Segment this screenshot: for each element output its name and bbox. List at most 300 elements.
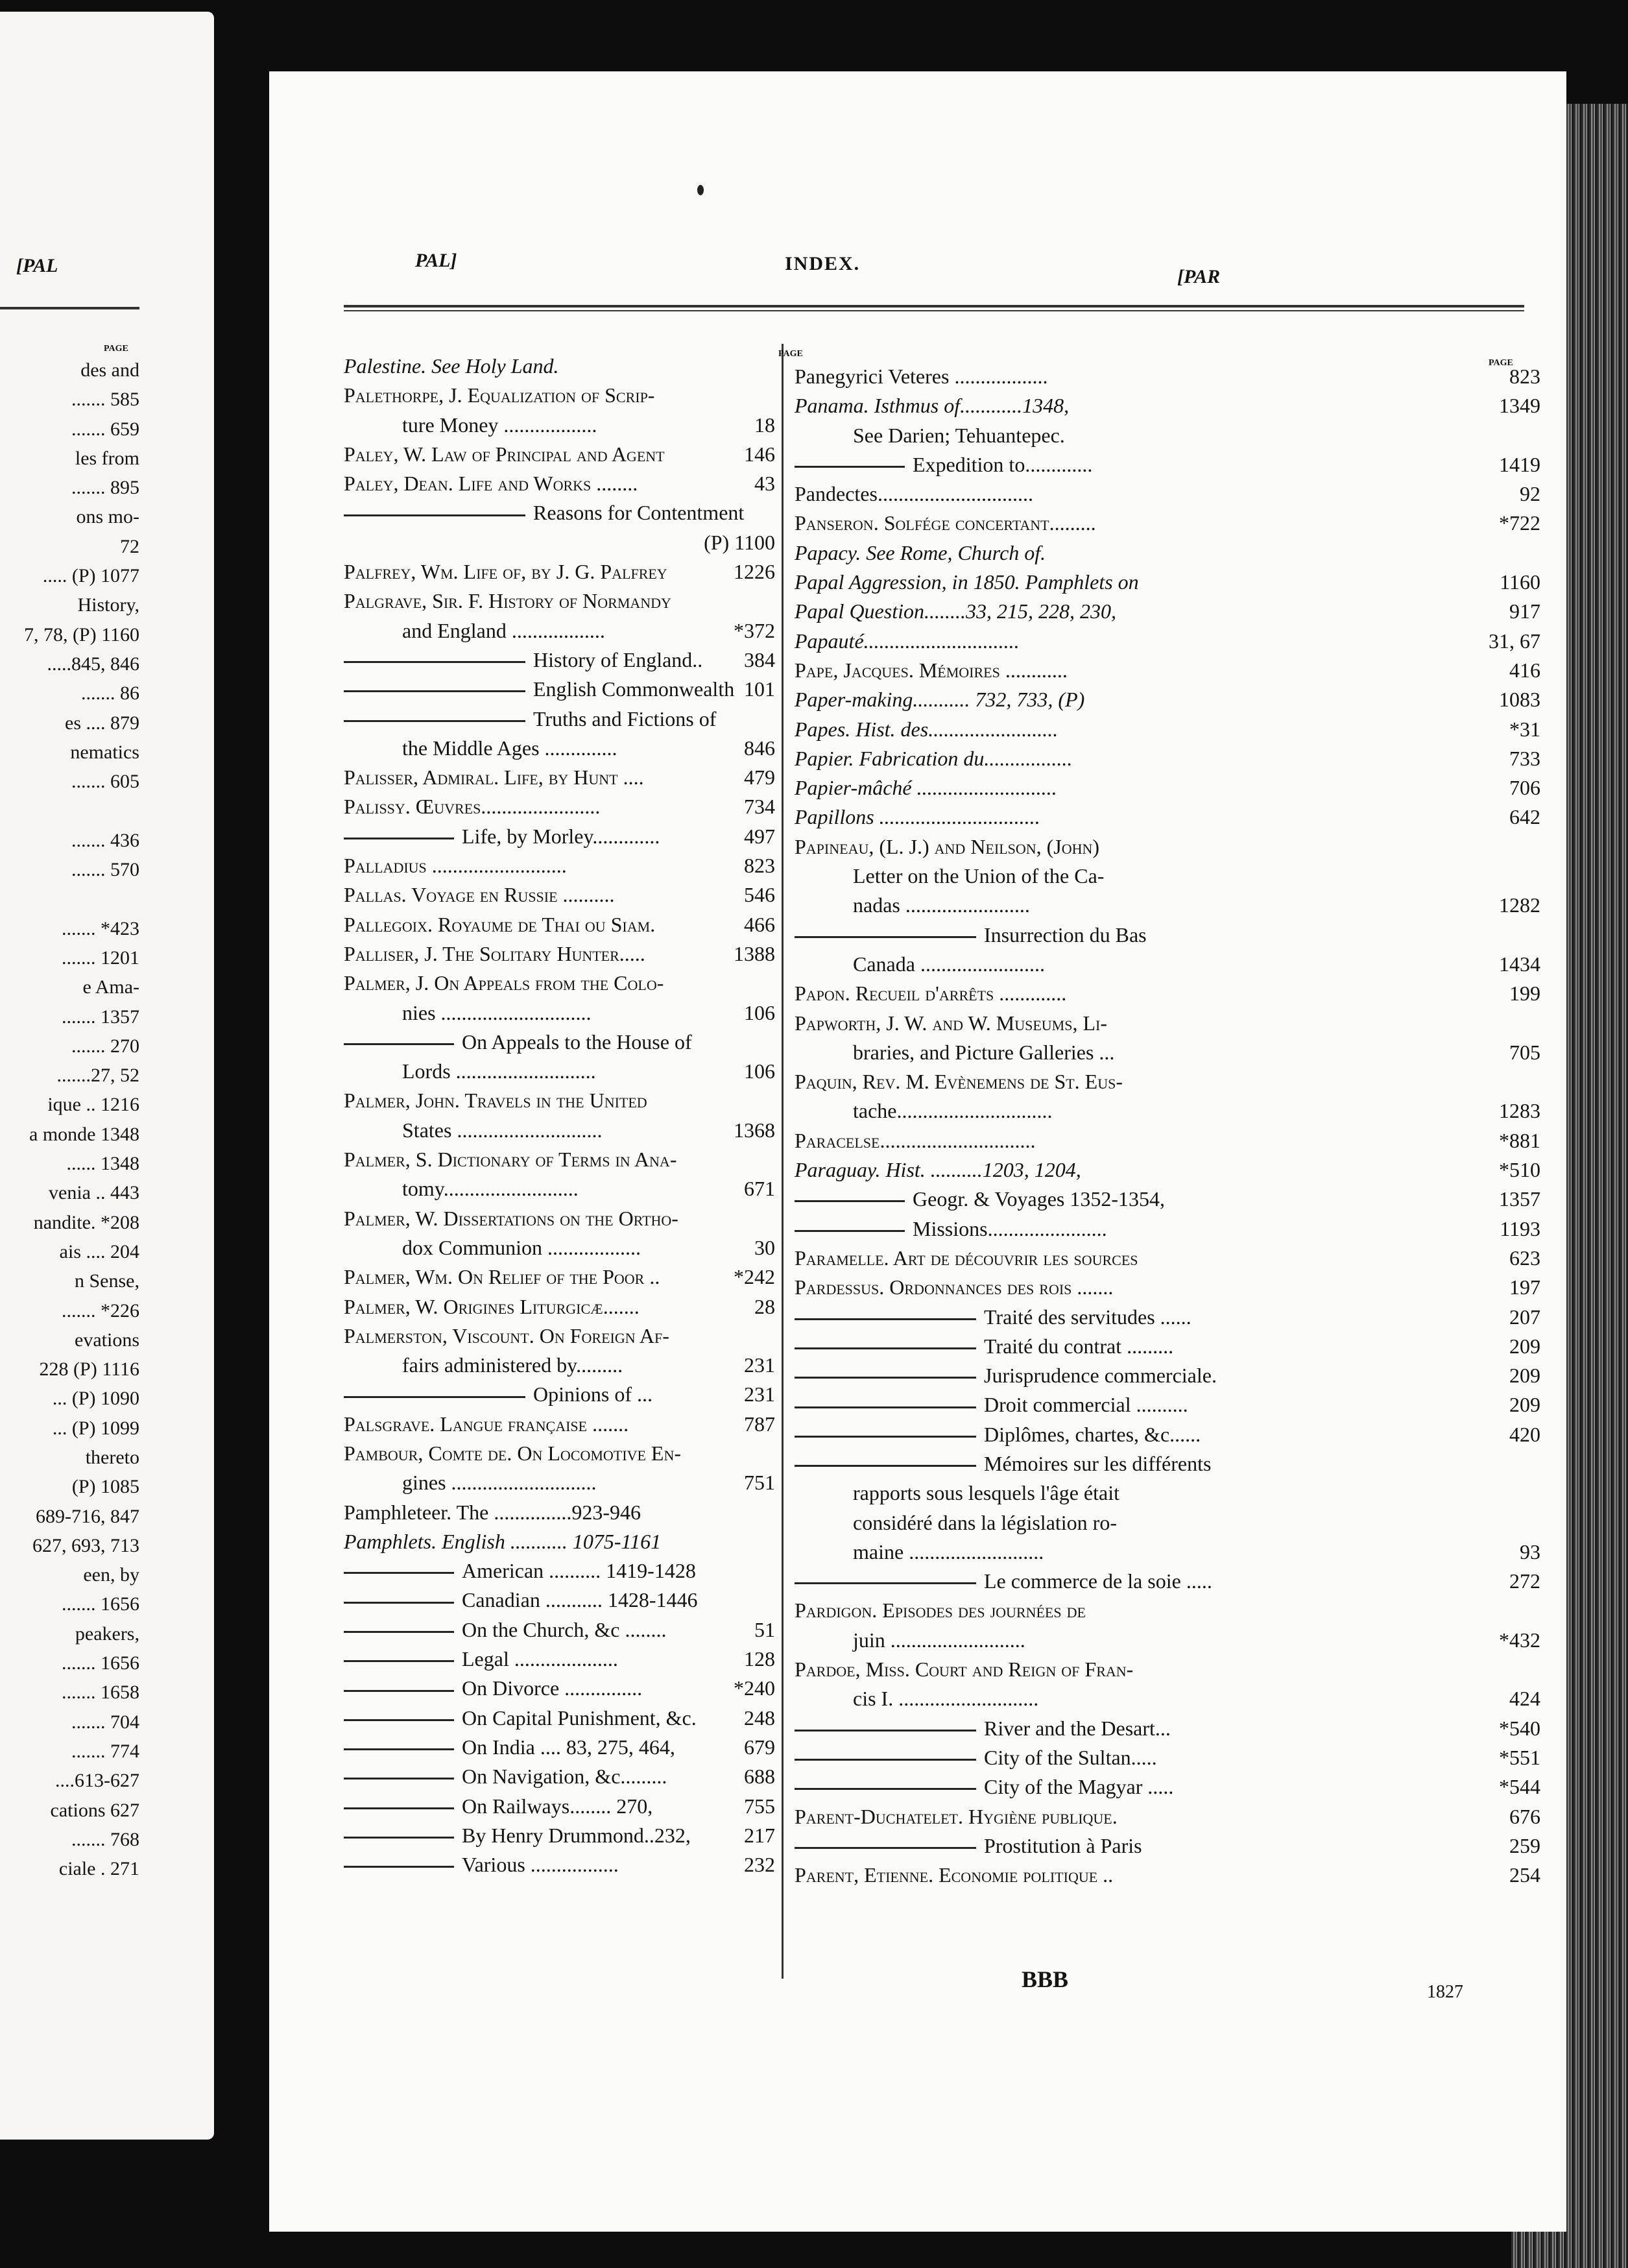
entry-text: and England ..................	[402, 618, 605, 642]
left-page-rule	[0, 307, 139, 309]
index-entry	[344, 851, 775, 880]
ditto-rule	[344, 1660, 454, 1662]
index-entry	[795, 568, 1540, 597]
entry-page: 209	[1509, 1334, 1540, 1358]
entry-text: Legal ....................	[462, 1647, 618, 1671]
index-entry	[795, 1096, 1540, 1126]
entry-text: Various .................	[462, 1853, 619, 1877]
index-entry	[344, 998, 775, 1028]
ditto-rule	[344, 1572, 454, 1574]
ditto-rule	[344, 1602, 454, 1604]
entry-text: fairs administered by.........	[402, 1353, 623, 1377]
index-entry	[795, 921, 1540, 950]
entry-text: Pardoe, Miss. Court and Reign of Fran-	[795, 1658, 1134, 1682]
index-entry	[344, 1380, 775, 1409]
left-page-line: (P) 1085	[71, 1476, 139, 1498]
index-entry	[795, 685, 1540, 714]
header-rule-top	[344, 305, 1524, 308]
ditto-rule	[795, 1759, 976, 1761]
entry-page: 254	[1509, 1863, 1540, 1887]
index-entry	[795, 450, 1540, 479]
entry-page: 30	[754, 1235, 775, 1259]
index-entry	[795, 862, 1540, 891]
entry-text: Paley, Dean. Life and Works ........	[344, 472, 638, 496]
entry-page: 1282	[1499, 893, 1540, 917]
left-page-line: ....... 436	[71, 829, 139, 851]
index-entry	[795, 1655, 1540, 1684]
index-entry	[344, 939, 775, 969]
entry-page: 676	[1509, 1804, 1540, 1828]
left-column-page-label: PAGE	[778, 349, 803, 359]
header-left: PAL]	[415, 250, 457, 271]
entry-text: See Darien; Tehuantepec.	[853, 423, 1065, 447]
index-entry	[344, 910, 775, 939]
entry-page: 259	[1509, 1833, 1540, 1857]
index-entry	[344, 1468, 775, 1497]
left-page-line: peakers,	[75, 1623, 139, 1645]
entry-text: City of the Sultan.....	[984, 1745, 1157, 1769]
entry-text: Canadian ........... 1428-1446	[462, 1588, 698, 1612]
left-page-line: a monde 1348	[29, 1123, 139, 1145]
left-page-line	[0, 796, 139, 825]
left-page-line: ....... 570	[71, 859, 139, 881]
ditto-rule	[795, 1436, 976, 1438]
entry-text: Palmer, John. Travels in the United	[344, 1089, 647, 1113]
index-entry	[795, 1684, 1540, 1713]
index-entry	[344, 1821, 775, 1850]
entry-page: *31	[1509, 717, 1540, 741]
ditto-rule	[344, 690, 525, 692]
entry-text: nadas ........................	[853, 893, 1030, 917]
ditto-rule	[344, 514, 525, 516]
index-page	[269, 71, 1566, 2232]
entry-page: 787	[744, 1412, 775, 1436]
index-entry	[344, 1439, 775, 1468]
index-entry	[795, 1831, 1540, 1861]
header-rule-bottom	[344, 310, 1524, 311]
entry-text: juin ..........................	[853, 1628, 1025, 1652]
index-entry	[795, 1155, 1540, 1185]
index-entry	[344, 969, 775, 998]
ditto-rule	[795, 1465, 976, 1467]
entry-text: Panseron. Solfége concertant.........	[795, 511, 1096, 535]
left-page-line: 7, 78, (P) 1160	[23, 623, 139, 645]
entry-text: cis I. ...........................	[853, 1687, 1039, 1711]
entry-page: *551	[1499, 1745, 1540, 1769]
entry-text: Truths and Fictions of	[533, 706, 717, 730]
entry-text: Palissy. Œuvres.......................	[344, 795, 601, 819]
index-entry	[344, 586, 775, 616]
entry-text: English Commonwealth	[533, 677, 735, 701]
entry-page: 679	[744, 1735, 775, 1759]
left-page-line: History,	[77, 594, 139, 616]
index-entry	[344, 381, 775, 410]
entry-text: Missions.......................	[913, 1216, 1107, 1240]
left-page-line: ... (P) 1090	[52, 1388, 139, 1410]
left-page-fragment	[0, 12, 214, 2140]
index-entry	[344, 1850, 775, 1879]
left-page-line: ....... 585	[71, 389, 139, 411]
entry-page: 734	[744, 795, 775, 819]
left-page-line: ....... 1658	[62, 1682, 139, 1704]
ditto-rule	[795, 1788, 976, 1790]
index-entry	[344, 763, 775, 792]
entry-page: 93	[1520, 1539, 1540, 1563]
entry-text: States ............................	[402, 1118, 603, 1142]
entry-text: Jurisprudence commerciale.	[984, 1364, 1217, 1388]
entry-page: *432	[1499, 1628, 1540, 1652]
left-page-line: ais .... 204	[59, 1240, 139, 1262]
ditto-rule	[344, 720, 525, 722]
entry-page: 18	[754, 413, 775, 437]
entry-text: Palethorpe, J. Equalization of Scrip-	[344, 383, 655, 407]
entry-text: nies .............................	[402, 1000, 592, 1024]
index-entry	[795, 1861, 1540, 1890]
entry-page: 209	[1509, 1364, 1540, 1388]
index-entry	[344, 1145, 775, 1174]
left-page-line: thereto	[85, 1446, 139, 1468]
entry-text: Papacy. See Rome, Church of.	[795, 540, 1046, 564]
index-entry	[795, 1009, 1540, 1038]
entry-text: Palmer, W. Origines Liturgicæ.......	[344, 1294, 640, 1318]
ditto-rule	[344, 1690, 454, 1692]
entry-text: Palmer, W. Dissertations on the Ortho-	[344, 1206, 678, 1230]
index-entry	[795, 1743, 1540, 1772]
entry-text: Palmer, S. Dictionary of Terms in Ana-	[344, 1148, 677, 1172]
entry-page: 1357	[1499, 1187, 1540, 1211]
ditto-rule	[344, 1043, 454, 1045]
index-entry	[795, 773, 1540, 802]
entry-page: 1388	[734, 941, 775, 965]
entry-page: 28	[754, 1294, 775, 1318]
index-entry	[344, 1321, 775, 1351]
entry-page: 420	[1509, 1422, 1540, 1446]
header-center: INDEX.	[785, 253, 861, 274]
index-entry	[795, 1185, 1540, 1214]
entry-text: Palmerston, Viscount. On Foreign Af-	[344, 1323, 669, 1347]
entry-text: Papon. Recueil d'arrêts .............	[795, 982, 1067, 1006]
index-entry	[795, 1244, 1540, 1273]
entry-text: Papier-mâché ...........................	[795, 776, 1057, 800]
left-page-line: ....... *423	[62, 917, 139, 939]
left-page-line: ....... 895	[71, 477, 139, 499]
ditto-rule	[344, 838, 454, 839]
index-entry	[795, 1626, 1540, 1655]
left-page-line: nematics	[70, 741, 139, 763]
index-entry	[795, 656, 1540, 685]
entry-text: Papal Question........33, 215, 228, 230,	[795, 599, 1116, 623]
right-column-page-label: PAGE	[1489, 358, 1513, 368]
entry-page: *722	[1499, 511, 1540, 535]
entry-page: *372	[734, 618, 775, 642]
left-page-line: n Sense,	[75, 1270, 139, 1292]
entry-text: the Middle Ages ..............	[402, 736, 617, 760]
left-page-line: ... (P) 1099	[52, 1417, 139, 1439]
left-page-line: 627, 693, 713	[32, 1534, 139, 1556]
entry-text: Paquin, Rev. M. Evènemens de St. Eus-	[795, 1070, 1123, 1094]
entry-text: tache..............................	[853, 1099, 1053, 1123]
index-entry	[344, 1615, 775, 1645]
index-entry	[344, 1762, 775, 1791]
entry-text: Panama. Isthmus of............1348,	[795, 394, 1070, 418]
entry-text: Parent, Etienne. Economie politique ..	[795, 1863, 1114, 1887]
signature-mark: BBB	[1022, 1966, 1069, 1992]
ditto-rule	[344, 1396, 525, 1398]
entry-text: Palsgrave. Langue française .......	[344, 1412, 629, 1436]
entry-page: 751	[744, 1471, 775, 1495]
entry-page: 1193	[1500, 1216, 1540, 1240]
index-entry	[795, 1714, 1540, 1743]
ditto-rule	[344, 1631, 454, 1633]
entry-page: *240	[734, 1676, 775, 1700]
index-entry	[344, 1262, 775, 1292]
entry-page: 733	[1509, 746, 1540, 770]
index-entry	[795, 1478, 1540, 1508]
left-page-line: ....... *226	[62, 1299, 139, 1321]
page-number: 1827	[1427, 1982, 1463, 2002]
left-page-line: ...... 1348	[66, 1153, 139, 1175]
entry-text: History of England..	[533, 647, 703, 671]
index-entry	[344, 1086, 775, 1115]
entry-page: 466	[744, 912, 775, 936]
entry-text: Palgrave, Sir. F. History of Normandy	[344, 589, 671, 613]
entry-text: Le commerce de la soie .....	[984, 1569, 1212, 1593]
index-entry	[344, 1733, 775, 1762]
ditto-rule	[795, 1582, 976, 1584]
index-entry	[795, 1538, 1540, 1567]
entry-text: Diplômes, chartes, &c......	[984, 1422, 1201, 1446]
entry-text: Palmer, J. On Appeals from the Colo-	[344, 971, 664, 995]
entry-text: Insurrection du Bas	[984, 923, 1147, 947]
entry-page: 197	[1509, 1275, 1540, 1299]
ditto-rule	[344, 1719, 454, 1721]
left-page-line: nandite. *208	[33, 1211, 139, 1233]
index-entry	[795, 715, 1540, 744]
entry-text: Pardigon. Episodes des journées de	[795, 1598, 1086, 1623]
index-entry	[795, 1508, 1540, 1538]
entry-text: tomy..........................	[402, 1177, 579, 1201]
entry-page: 755	[744, 1794, 775, 1818]
entry-text: Pallegoix. Royaume de Thai ou Siam.	[344, 912, 656, 936]
index-entry	[344, 1292, 775, 1321]
index-entry	[344, 1116, 775, 1145]
index-column-left	[344, 352, 775, 1879]
entry-page: (P) 1100	[704, 530, 775, 554]
entry-page: 232	[744, 1853, 775, 1877]
ditto-rule	[344, 1807, 454, 1809]
index-entry	[344, 1174, 775, 1203]
entry-page: 479	[744, 766, 775, 790]
entry-page: 272	[1509, 1569, 1540, 1593]
entry-page: 31, 67	[1489, 629, 1540, 653]
entry-text: On Capital Punishment, &c.	[462, 1706, 697, 1730]
entry-text: ture Money ..................	[402, 413, 597, 437]
entry-text: Canada ........................	[853, 952, 1045, 976]
ditto-rule	[795, 1200, 905, 1202]
left-page-line: ....... 1357	[62, 1006, 139, 1028]
left-page-line: 72	[120, 535, 139, 557]
entry-page: 706	[1509, 776, 1540, 800]
entry-page: 43	[754, 472, 775, 496]
index-entry	[344, 1028, 775, 1057]
index-entry	[344, 880, 775, 910]
index-entry	[795, 1126, 1540, 1155]
entry-page: 209	[1509, 1393, 1540, 1417]
ditto-rule	[344, 1778, 454, 1779]
entry-text: Palliser, J. The Solitary Hunter.....	[344, 941, 645, 965]
index-entry	[344, 822, 775, 851]
entry-page: 51	[754, 1617, 775, 1641]
ditto-rule	[795, 1847, 976, 1849]
entry-text: Opinions of ...	[533, 1382, 652, 1406]
left-page-line: ....613-627	[55, 1770, 139, 1792]
entry-text: Paley, W. Law of Principal and Agent	[344, 442, 665, 466]
entry-text: Traité des servitudes ......	[984, 1305, 1191, 1329]
entry-text: Palfrey, Wm. Life of, by J. G. Palfrey	[344, 560, 667, 584]
entry-text: Panegyrici Veteres ..................	[795, 365, 1048, 388]
left-page-line: ons mo-	[76, 506, 139, 528]
entry-text: On Railways........ 270,	[462, 1794, 653, 1818]
ditto-rule	[795, 1347, 976, 1349]
index-entry	[795, 891, 1540, 920]
left-page-line: evations	[75, 1329, 139, 1351]
entry-page: 546	[744, 883, 775, 907]
index-entry	[795, 1273, 1540, 1302]
index-entry	[344, 1057, 775, 1086]
index-entry	[344, 734, 775, 763]
index-entry	[344, 675, 775, 704]
entry-page: 106	[744, 1059, 775, 1083]
index-entry	[344, 1792, 775, 1821]
entry-text: Papworth, J. W. and W. Museums, Li-	[795, 1011, 1107, 1035]
index-entry	[344, 440, 775, 469]
left-page-line: ....... 1656	[62, 1593, 139, 1615]
entry-page: *242	[734, 1265, 775, 1289]
entry-page: 207	[1509, 1305, 1540, 1329]
index-entry	[795, 950, 1540, 979]
index-entry	[344, 528, 775, 557]
entry-page: 231	[744, 1353, 775, 1377]
ditto-rule	[795, 1406, 976, 1408]
entry-text: Papal Aggression, in 1850. Pamphlets on	[795, 570, 1139, 594]
index-column-right	[795, 362, 1540, 1890]
left-page-line: .......27, 52	[56, 1065, 139, 1087]
index-entry	[795, 597, 1540, 626]
entry-page: 642	[1509, 805, 1540, 829]
left-page-line: ....... 1201	[62, 947, 139, 969]
index-entry	[795, 1567, 1540, 1596]
entry-page: 128	[744, 1647, 775, 1671]
entry-page: 199	[1509, 982, 1540, 1006]
entry-page: 217	[744, 1823, 775, 1847]
index-entry	[344, 1233, 775, 1262]
left-page-line: e Ama-	[82, 976, 139, 998]
index-entry	[795, 1332, 1540, 1361]
entry-text: Papineau, (L. J.) and Neilson, (John)	[795, 834, 1100, 858]
entry-page: 823	[1509, 365, 1540, 388]
entry-text: City of the Magyar .....	[984, 1775, 1174, 1799]
entry-text: River and the Desart...	[984, 1716, 1171, 1740]
entry-page: 1283	[1499, 1099, 1540, 1123]
entry-text: Palladius ..........................	[344, 854, 567, 878]
left-page-line: ique .. 1216	[47, 1094, 139, 1116]
left-page-line: 689-716, 847	[36, 1505, 139, 1527]
entry-page: 92	[1520, 482, 1540, 506]
index-entry	[344, 498, 775, 527]
entry-text: On the Church, &c ........	[462, 1617, 667, 1641]
index-entry	[795, 1067, 1540, 1096]
left-page-page-label: PAGE	[104, 344, 128, 354]
entry-page: 671	[744, 1177, 775, 1201]
left-page-line: des and	[80, 359, 139, 381]
index-entry	[795, 744, 1540, 773]
index-entry	[795, 627, 1540, 656]
column-divider	[782, 344, 784, 1979]
index-entry	[795, 1802, 1540, 1831]
left-page-header: [PAL	[16, 255, 58, 276]
entry-page: 248	[744, 1706, 775, 1730]
entry-page: 1226	[734, 560, 775, 584]
entry-page: 497	[744, 824, 775, 848]
entry-text: Letter on the Union of the Ca-	[853, 864, 1105, 888]
ditto-rule	[344, 1748, 454, 1750]
left-page-line	[0, 884, 139, 913]
entry-text: By Henry Drummond..232,	[462, 1823, 691, 1847]
entry-text: Parent-Duchatelet. Hygiène publique.	[795, 1804, 1118, 1828]
entry-text: Palestine. See Holy Land.	[344, 354, 559, 378]
left-page-line: ....... 774	[71, 1740, 139, 1762]
index-entry	[795, 1303, 1540, 1332]
index-entry	[795, 362, 1540, 391]
index-entry	[795, 832, 1540, 862]
entry-text: Papes. Hist. des.........................	[795, 717, 1059, 741]
index-entry	[795, 479, 1540, 509]
ditto-rule	[795, 1230, 905, 1232]
ditto-rule	[344, 1837, 454, 1839]
entry-text: Pamphlets. English ........... 1075-1161	[344, 1529, 662, 1553]
index-entry	[795, 1390, 1540, 1419]
index-entry	[344, 1204, 775, 1233]
index-entry	[795, 1361, 1540, 1390]
ditto-rule	[795, 466, 905, 468]
entry-text: Mémoires sur les différents	[984, 1451, 1212, 1475]
ink-spot	[697, 185, 704, 195]
index-entry	[795, 1420, 1540, 1449]
header-right: [PAR	[1177, 266, 1221, 287]
ditto-rule	[344, 661, 525, 663]
entry-page: 416	[1509, 658, 1540, 682]
entry-text: Pandectes..............................	[795, 482, 1033, 506]
entry-text: Lords ...........................	[402, 1059, 596, 1083]
index-entry	[344, 1586, 775, 1615]
entry-text: Geogr. & Voyages 1352-1354,	[913, 1187, 1166, 1211]
index-entry	[344, 1674, 775, 1703]
left-page-line: ....... 605	[71, 771, 139, 793]
entry-page: 146	[744, 442, 775, 466]
entry-text: Pambour, Comte de. On Locomotive En-	[344, 1441, 681, 1465]
ditto-rule	[795, 936, 976, 938]
entry-page: 1083	[1499, 688, 1540, 712]
entry-text: maine ..........................	[853, 1539, 1044, 1563]
left-page-line: ..... (P) 1077	[42, 565, 139, 587]
left-page-line: 228 (P) 1116	[39, 1358, 139, 1381]
entry-text: Paper-making........... 732, 733, (P)	[795, 688, 1085, 712]
entry-page: *540	[1499, 1716, 1540, 1740]
entry-text: Pallas. Voyage en Russie ..........	[344, 883, 615, 907]
entry-text: Droit commercial ..........	[984, 1393, 1188, 1417]
entry-text: Papier. Fabrication du.................	[795, 746, 1073, 770]
entry-text: On Appeals to the House of	[462, 1030, 692, 1054]
